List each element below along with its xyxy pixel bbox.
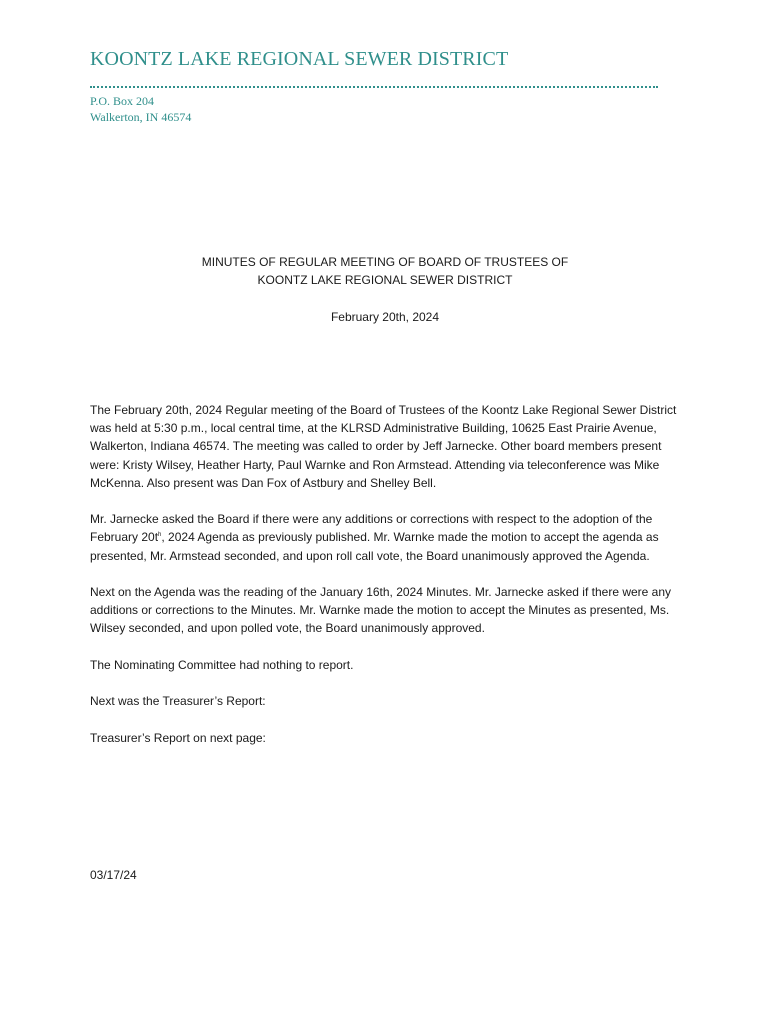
paragraph-agenda-adoption [90,510,686,565]
address-line-1: P.O. Box 204 [90,94,155,108]
letterhead [90,47,662,125]
paragraph-nominating-committee: The Nominating Committee had nothing to report. [90,657,354,672]
title-line-2: KOONTZ LAKE REGIONAL SEWER DISTRICT [257,273,513,287]
agenda-text-end: , 2024 Agenda as previously published. Mr. Warnke made the motion to accept the agenda as presented, Mr. Armstead seconded, and upon roll call vote, the Board unanimously approved the Agenda. [90,530,659,563]
address-line-2: Walkerton, IN 46574 [90,110,192,124]
agenda-text-start: Mr. Jarnecke asked the Board if there were any additions or corrections with respect to the adoption of the February 20t [90,512,653,545]
paragraph-minutes-reading: Next on the Agenda was the reading of the January 16th, 2024 Minutes. Mr. Jarnecke asked if there were any additions or corrections to the Minutes. Mr. Warnke made the motion to accept the Minutes as presented, Ms. Wilsey seconded, and upon polled vote, the Board unanimously approved. [90,585,672,636]
meeting-date: February 20th, 2024 [330,310,440,324]
dotted-divider [90,86,658,88]
title-line-1: MINUTES OF REGULAR MEETING OF BOARD OF TRUSTEES OF [201,255,569,269]
paragraph-call-to-order: The February 20th, 2024 Regular meeting of the Board of Trustees of the Koontz Lake Regional Sewer District was held at 5:30 p.m., local central time, at the KLRSD Administrative Building, 10625 East Prairie Avenue, Walkerton, Indiana 46574. The meeting was called to order by Jeff Jarnecke. Other board members present were: Kristy Wilsey, Heather Harty, Paul Warnke and Ron Armstead. Attending via teleconference was Mike McKenna. Also present was Dan Fox of Astbury and Shelley Bell. [90,403,677,490]
document-title [0,253,770,326]
mailing-address [90,93,662,125]
organization-name: KOONTZ LAKE REGIONAL SEWER DISTRICT [90,48,509,70]
paragraph-treasurer-report-note: Treasurer’s Report on next page: [90,730,266,745]
minutes-body [90,401,686,765]
superscript-suffix: h [158,532,162,539]
paragraph-treasurer-report-heading: Next was the Treasurer’s Report: [90,694,266,709]
footer-date: 03/17/24 [90,868,137,882]
